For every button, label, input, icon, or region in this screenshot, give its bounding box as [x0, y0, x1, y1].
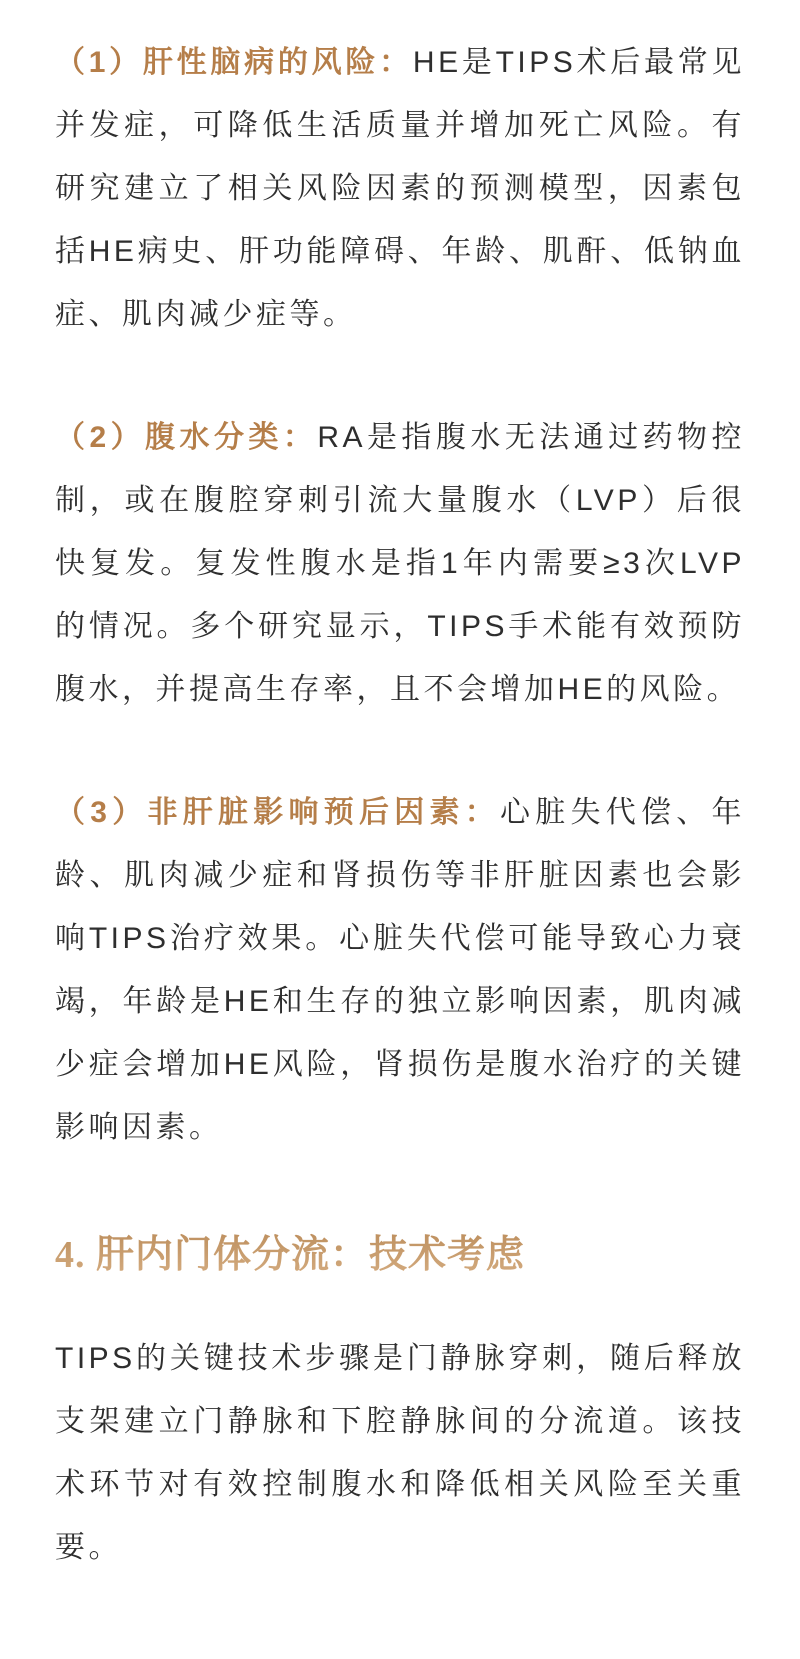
paragraph-1-body: HE是TIPS术后最常见并发症，可降低生活质量并增加死亡风险。有研究建立了相关风险因素的预测模型，因素包括HE病史、肝功能障碍、年龄、肌酐、低钠血症、肌肉减少症等。 — [55, 46, 745, 331]
paragraph-nonliver-factors — [55, 781, 745, 1159]
paragraph-3-body: 心脏失代偿、年龄、肌肉减少症和肾损伤等非肝脏因素也会影响TIPS治疗效果。心脏失代偿可能导致心力衰竭，年龄是HE和生存的独立影响因素，肌肉减少症会增加HE风险，肾损伤是腹水治疗的关键影响因素。 — [55, 796, 746, 1144]
section-heading: 4. 肝内门体分流：技术考虑 — [55, 1223, 745, 1287]
paragraph-1-label: （1）肝性脑病的风险： — [55, 46, 413, 79]
paragraph-3-label: （3）非肝脏影响预后因素： — [55, 796, 500, 829]
paragraph-2-body: RA是指腹水无法通过药物控制，或在腹腔穿刺引流大量腹水（LVP）后很快复发。复发性腹水是指1年内需要≥3次LVP的情况。多个研究显示，TIPS手术能有效预防腹水，并提高生存率，且不会增加HE的风险。 — [55, 421, 745, 706]
paragraph-he-risk — [55, 31, 745, 346]
closing-paragraph — [55, 1327, 745, 1579]
paragraph-2-label: （2）腹水分类： — [55, 421, 318, 454]
closing-paragraph-body: TIPS的关键技术步骤是门静脉穿刺，随后释放支架建立门静脉和下腔静脉间的分流道。该技术环节对有效控制腹水和降低相关风险至关重要。 — [55, 1342, 745, 1564]
paragraph-ascites-classification — [55, 406, 745, 721]
